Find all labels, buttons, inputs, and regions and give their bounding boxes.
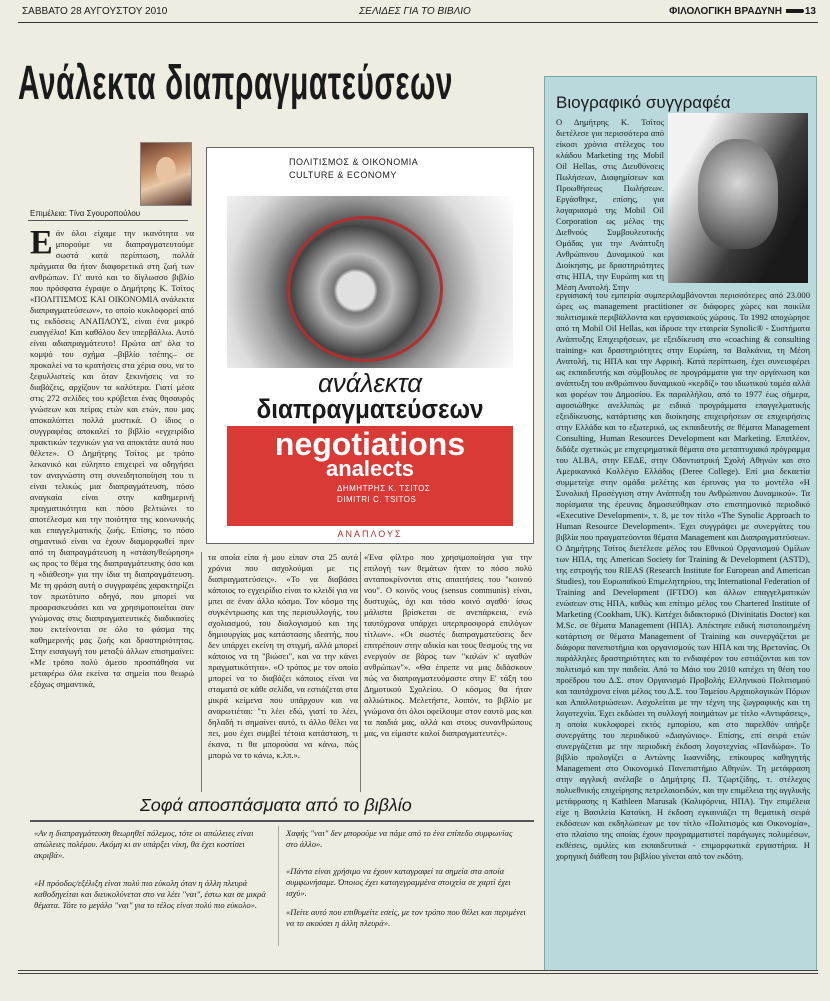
quote: Χαφής "ναι" δεν μπορούμε να πάμε από το ένα επίπεδο συμφωνίας στο άλλο». xyxy=(286,828,513,849)
book-title-english-2: analects xyxy=(325,456,415,481)
book-series-english: CULTURE & ECONOMY xyxy=(289,170,397,180)
cover-artwork-ring xyxy=(287,216,443,362)
quotes-rule xyxy=(30,820,534,822)
book-title-greek-2: διαπραγματεύσεων xyxy=(256,394,484,424)
issue-date: ΣΑΒΒΑΤΟ 28 ΑΥΓΟΥΣΤΟΥ 2010 xyxy=(22,6,168,17)
section-name: ΣΕΛΙΔΕΣ ΓΙΑ ΤΟ ΒΙΒΛΙΟ xyxy=(359,6,471,17)
drop-cap: Ε xyxy=(30,228,53,261)
article-title: Ανάλεκτα διαπραγματεύσεων xyxy=(18,57,454,110)
bio-title: Βιογραφικό συγγραφέα xyxy=(556,93,731,112)
arrow-icon xyxy=(786,9,804,13)
article-column-3: «Ένα φίλτρο που χρησιμοποίησα για την επιλογή των θεμάτων ήταν το πόσο πολύ ανταποκρίνονται στις απαιτήσεις του "κοινού νου". Ο κοινός νους (sensus communis) είναι, δυστυχώς, όχι και τόσο κοινό αγαθό· ίσως μάλιστα βρίσκεται σε ανεπάρκεια, ενώ ταυτόχρονα υπάρχει υπερπροσφορά επιλόγων τίτλων». «Οι σωστές διαπραγματεύσεις δεν επιτρέπουν στην αδικία και τους θεσμούς της να ενεργούν σε βάρος των "καλών κ' αγαθών ανθρώπων"». «Θα έπρεπε να μας διδάσκουν πώς να διαπραγματευόμαστε στην Ε' τάξη του Δημοτικού Σχολείου. Ο κόσμος θα ήταν αλλιώτικος. Μελετήστε, λοιπόν, το βιβλίο με γνώμονα ότι όλοι οφείλουμε στον εαυτό μας και τα παιδιά μας, αλλά και στους συνανθρώπους μας, να είμαστε καλοί διαπραγματευτές». xyxy=(364,552,532,738)
newspaper-name: ΦΙΛΟΛΟΓΙΚΗ ΒΡΑΔΥΝΗ xyxy=(669,6,782,17)
book-title-greek-1: ανάλεκτα xyxy=(317,368,423,398)
quote: «Πάντα είναι χρήσιμο να έχουν καταγραφεί τα σημεία στα οποία συμφωνήσαμε. Όποιος έχει καταγεγραμμένα στοιχεία σε χαρτί έχει ισχύ». xyxy=(286,866,511,898)
quotes-title: Σοφά αποσπάσματα από το βιβλίο xyxy=(140,795,412,815)
editor-face xyxy=(156,157,176,183)
book-author-english: DIMITRI C. TSITOS xyxy=(337,495,417,504)
page-number: 13 xyxy=(804,6,816,17)
article-column-2: τα οποία είπα ή μου είπαν στα 25 αυτά χρόνια που ασχολούμαι με τις διαπραγματεύσεις». «Το να διαβάσει κάποιος το εγχειρίδιο είναι το κλειδί για να μπει σε έναν άλλο κόσμο. Τον κόσμο της συγκέντρωσης και της περισυλλογής, του σχολιασμού, του διαλογισμού και της δημιουργίας μας κατάστασης ιδεατής, που δεν υπάρχει εκείνη τη στιγμή, αλλά μπορεί κάποιος να τη "βιώσει", και να την κάνει πραγματικότητα». «Ο τρόπος με τον οποίο μπορεί να το διαβάζει κάποιος είναι να σταματά σε κάθε σελίδα, να εστιάζεται στα μικρά κείμενα που υπάρχουν και να αναρωτιέται: "τι λέει εδώ, γιατί το λέει, δηλαδή τι σημαίνει αυτό, τι άλλο θέλει να πει, μου έχει συμβεί τέτοια κατάσταση, τι έκανα, τι θα μπορούσα να κάνω, πώς μπορώ να το κάνω, κ.λπ.». xyxy=(208,552,358,760)
column-separator xyxy=(360,552,361,792)
column-separator xyxy=(201,552,202,792)
editor-photo xyxy=(140,142,192,206)
bio-text-main: εργασιακή του εμπειρία συμπεριλαμβάνονται περισσότερες από 23.000 ώρες ως management practitioner σε διάφορες χώρες και ποικίλα πολιτισμικά περιβάλλοντα και εργασιακούς χώρους. Το 1992 αποχώρησε από τη Mobil Oil Hellas, και ίδρυσε την εταιρεία Synolic® - Συστήματα Ανάπτυξης Επιχειρήσεων, με εξειδίκευση στο «coaching & consulting training» και δραστηριότητες στην Ευρώπη, τα Βαλκάνια, τη Μέση Ανατολή, τις ΗΠΑ και την Αφρική. Κατά περίπτωση, έχει συνεισφέρει ως εκπαιδευτής και σύμβουλος σε προγράμματα για την οργάνωση και ανάπτυξη του ανθρώπινου δυναμικού «κερδίζ» του ιδιωτικού τομέα αλλά και φορέων του Δημοσίου. Εκ παραλλήλου, από το 1977 έως σήμερα, αφοσιώθηκε ανελλιπώς με ειδικά προγράμματα επαγγελματικής εξειδίκευσης, κατάρτισης και διοίκησης επιχειρήσεων σε επιχειρήσεις στην Ελλάδα και το εξωτερικό, ως εκπαιδευτής σε θέματα Management Consulting, Human Resources Development και Marketing. Επιπλέον, διδάξε σχετικώς με επιχειρηματικά θέματα στο μεταπτυχιακό πρόγραμμα του ALBA, στην ΕΕΔΕ, στην Οδοντιατρική Σχολή Αθηνών και στο Αμερικανικό Κολλέγιο Ελλάδος (Deree College). Επί μια δεκαετία συμμετείχε στην ομάδα μελέτης και έρευνας για το μοντέλο «Η Συνολική Προσέγγιση στην Ανάπτυξη του Ανθρώπινου Δυναμικού». Τα πορίσματα της έρευνας δημοσιεύθηκαν στο επιστημονικό περιοδικό «Executive Development», τ. 8, με τον τίτλο «The Synolic Approach to Human Resource Development». Έχει συγγράψει με συνεργάτες του βιβλία που πραγματεύονται θέματα Management και Διαπραγματεύσεων. Ο Δημήτρης Τσίτος διετέλεσε μέλος του Εθνικού Οργανισμού Ομίλων των ΗΠΑ, της American Society for Training & Development (ASTD), της εστρογής του RIEAS (Research Institute for European and American Studies), του Ευρωπαϊκού Επιμελητηρίου, της International Federation of Training and Development (IFTDO) και άλλων επαγγελματικών ενώσεων στις ΗΠΑ, καθώς και επίτιμο μέλος του Chartered Institute of Marketing (Cookham, UK). Κατέχει διδακτορικό (Divinitatis Doctor) και M.Sc. σε θέματα Management (ΗΠΑ). Απέκτησε ειδική πιστοποιημένη κατάρτιση σε θέματα Management of Training και συνεργάζεται με διάφορα πανεπιστήμια και οργανισμούς των ΗΠΑ και της Βρετανίας. Οι παράλληλες δραστηριότητες και το ενδιαφέρον του εστιάζονται και τον πολιτισμό και την παιδεία. Από το Μάιο του 2010 κατέχει τη θέση του προέδρου του Δ.Σ. στον Οργανισμό Προβολής Ελληνικού Πολιτισμού και ταυτόχρονα είναι μέλος του Δ.Σ. του Ταμείου Αρχαιολογικών Πόρων και Απαλλοτριώσεων. Ασχολείται με την τέχνη της ζωγραφικής και τη λογοτεχνία. Έχει εκδώσει τη συλλογή ποιημάτων με τίτλο «Αντιφάσεις», η οποία κυκλοφορεί εκτός εμπορίου, και στο παρελθόν υπήρξε συνεργάτης του περιοδικού «Διαγώνιος». Επίσης, επί σειρά ετών συνεργάζεται με την περιοδική έκδοση λογοτεχνίας «Πανδώρα». Το βιβλίο προλογίζει ο Αντώνης Ιωαννίδης, επίκουρος καθηγητής Management στο Οικονομικό Πανεπιστήμιο Αθηνών. Τη μετάφραση στην αγγλική ανέλαβε ο Δημήτρης Π. Τζωρτζίδης, τ. στέλεχος πολυεθνικής επιχείρησης πετρελαιοειδών, και την επιμέλεια της αγγλικής μετάφρασης η Kathleen Marusak (Καλιφόρνια, ΗΠΑ). Την επιμέλεια είχε η Βασιλεία Κατσίκη. Η έκδοση εγκαινιάζει τη θεματική σειρά εκδόσεων και εκδηλώσεων με τον τίτλο «Πολιτισμός και Οικονομία», στο πλαίσιο της οποίας έχουν προγραμματιστεί παράγωγες πολυμέσων, εκθέσεις, ομιλίες και εκπαιδευτικά - επιμορφωτικά εργαστήρια. Η χορηγική διάθεση του βιβλίου γίνεται από τον εκδότη. xyxy=(556,290,810,861)
quote: «Πείτε αυτό που επιθυμείτε εσείς, με τον τρόπο που θέλει και περιμένει να το ακούσει η άλλη πλευρά». xyxy=(286,907,526,928)
author-photo xyxy=(668,113,808,283)
book-author-greek: ΔΗΜΗΤΡΗΣ Κ. ΤΣΙΤΟΣ xyxy=(337,484,431,493)
quotes-separator xyxy=(278,826,279,946)
column-1-text: άν όλοι είχαμε την ικανότητα να μπορούμε να διαπραγματευτούμε σωστά κατά περίπτωση, πολλά πράγματα θα ήταν διαφορετικά στη ζωή των ανθρώπων. Γι' αυτό και το δίγλωσσο βιβλίο που πρόσφατα έγραψε ο Δημήτρης Κ. Τσίτος «ΠΟΛΙΤΙΣΜΟΣ ΚΑΙ ΟΙΚΟΝΟΜΙΑ ανάλεκτα διαπραγματεύσεων», το οποίο κυκλοφορεί από τις εκδόσεις ΑΝΑΠΛΟΥΣ, είναι ένα μικρό ευαγγέλιο! Και καθόλου δεν υπερβάλλω. Αυτό είναι αδιαπραγμάτευτο! Πρώτα απ' όλα το κομψό του σχήμα –βιβλίο τσέπης– σε προκαλεί να το κρατήσεις στα χέρια σου, να το ξεφυλλιστείς και όταν ξεκινήσεις να το διαβάζεις, αρχίζουν τα καλύτερα. Γιατί μέσα στις 272 σελίδες του κρύβεται ένας θησαυρός γνώσεων και πείρας ετών και ετών, που μας αποκαλύπτει πολλά μυστικά. Ο ίδιος ο συγγραφέας αποκαλεί το βιβλίο «εγχειρίδιο πρακτικών τεχνικών για να αποκτάτε αυτά που θέλετε». Ο Δημήτρης Τσίτος με τρόπο λεκανικό και εύληπτο επιχειρεί να οδηγήσει τον αναγνώστη στη συνειδητοποίηση του τι είναι τελικώς μια διαπραγμάτευση, πόσο αναγκαία είναι στην καθημερινή πραγματικότητα και πόσο βελτιώνει το αποτέλεσμα και την ποιότητα της κοινωνικής και επαγγελματικής ζωής. Επίσης, το πόσο σημαντικό είναι να έχουν διαμορφωθεί πριν από τη διαπραγμάτευση η «στάση/θεώρηση» ως προς το θέμα της διαπραγμάτευσης όσο και η «διάθεση» για την ίδια τη διαπραγμάτευση. Με τη φράση αυτή ο συγγραφέας χαρακτηρίζει τον πρωτότυπο οδηγό, που μπορεί να προαρασκευάσει και να χρησιμοποιείται σαν γνώμονας στις διαπραγματευτικές διαδικασίες που εκτείνονται σε όλο το φάσμα της καθημερινής μας ζωής και δραστηριότητας. Στην εισαγωγή του μεταξύ άλλων επισημαίνει: «Με τρόπο πολύ άμεσο προσπάθησα να μεταφέρω όλα εκείνα τα σημεία που θεωρώ εξόχως σημαντικά, xyxy=(30,228,194,689)
book-cover xyxy=(206,147,534,544)
header-rule xyxy=(18,22,818,23)
editor-rule xyxy=(28,220,188,221)
page-header xyxy=(0,0,830,22)
bio-text-top: Ο Δημήτρης Κ. Τσίτος διετέλεσε για περισσότερα από είκοσι χρόνια στέλεχος του κλάδου Marketing της Mobil Oil Hellas, στις Διευθύνσεις Πωλήσεων, Διαφημίσεων και Προωθήσεως Πωλήσεων. Εργάσθηκε, επίσης, για λογαριασμό της Mobil Oil Corporation ως μέλος της Διεθνούς Συμβουλευτικής Ομάδας για την Ανάπτυξη Ανθρώπινου Δυναμικού και Διοίκησης, με δραστηριότητες στις ΗΠΑ, την Ευρώπη και τη Μέση Ανατολή. Στην xyxy=(556,117,664,292)
book-title-english-1: negotiations xyxy=(274,426,466,462)
editor-credit: Επιμέλεια: Τίνα Σγουροπούλου xyxy=(30,209,141,218)
article-column-1 xyxy=(30,228,194,838)
quote: «Αν η διαπραγμάτευση θεωρηθεί πόλεμος, τότε οι απώλειες είναι απώλειες πολέμου. Ακόμη κι αν υπάρξει νίκη, θα έχει κοστίσει ακριβά». xyxy=(34,828,254,860)
book-series-greek: ΠΟΛΙΤΙΣΜΟΣ & ΟΙΚΟΝΟΜΙΑ xyxy=(289,157,419,167)
footer-rule xyxy=(18,970,818,974)
author-head xyxy=(698,139,778,249)
quote: «Η πρόοδος/εξέλιξη είναι πολύ πιο εύκολη όταν η άλλη πλευρά καθοδηγείται και διευκολύνεται στο να λέει "ναι", έστω και σε μικρά θέματα. Τότε το μεγάλο "ναι" για το τέλος είναι πολύ πιο εύκολο». xyxy=(34,878,266,910)
cover-artwork xyxy=(227,196,513,368)
book-publisher: ΑΝΑΠΛΟΥΣ xyxy=(337,529,403,539)
